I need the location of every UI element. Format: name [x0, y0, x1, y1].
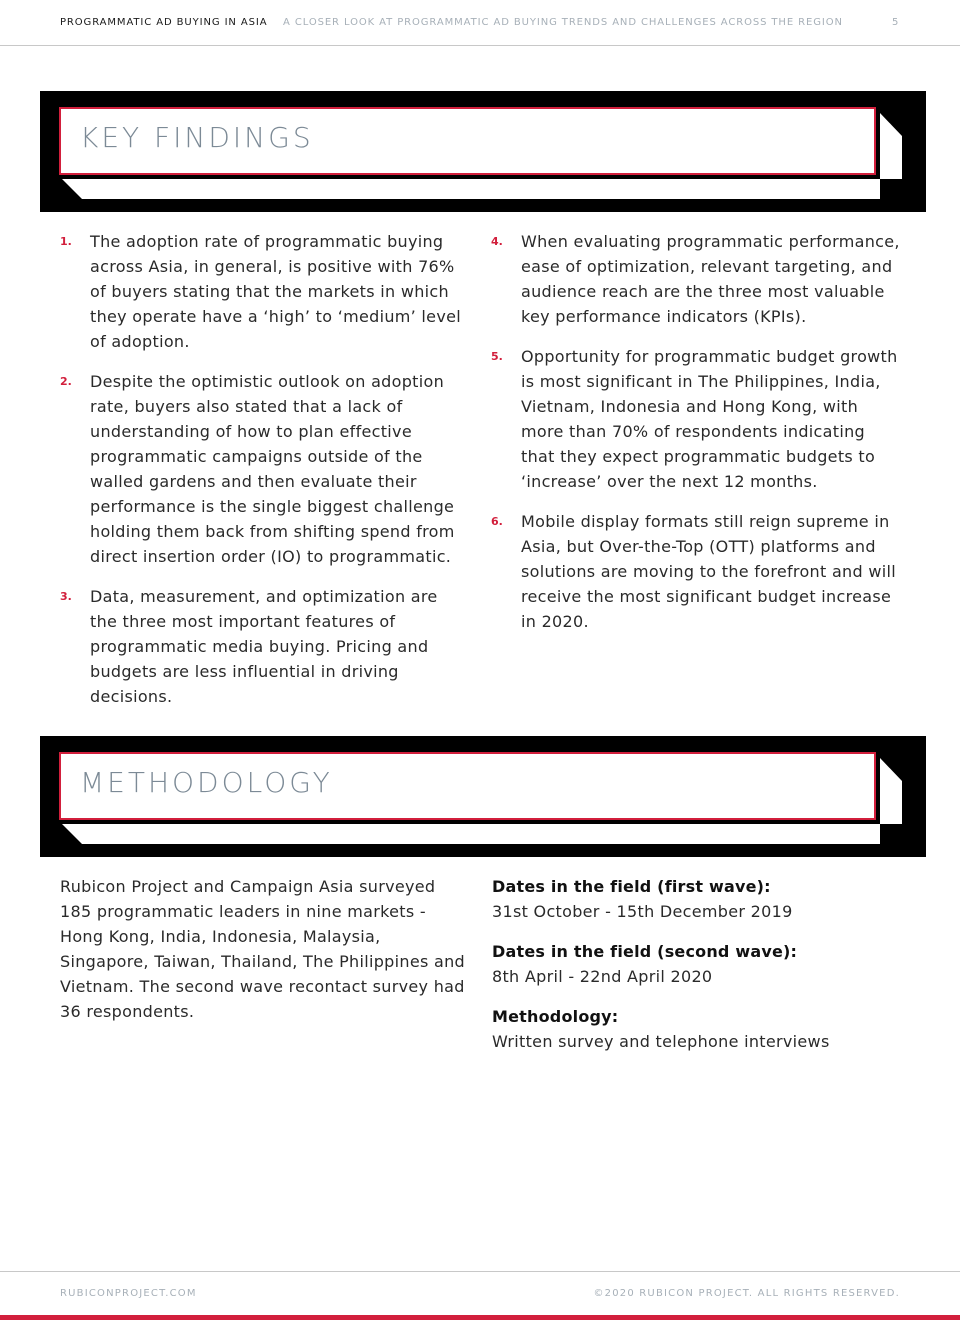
finding-text: Mobile display formats still reign supreme in Asia, but Over-the-Top (OTT) platforms and solutions are moving to the forefront and will receive the most significant budget increase in 2020.: [521, 512, 896, 631]
finding-text: Data, measurement, and optimization are the three most important features of programmatic media buying. Pricing and budgets are less influential in driving decisions.: [90, 587, 438, 706]
methodology-description: Rubicon Project and Campaign Asia surveyed 185 programmatic leaders in nine markets - Hong Kong, India, Indonesia, Malaysia, Singapore, Taiwan, Thailand, The Philippines and Vietnam. The second wave recontact survey had 36 respondents.: [60, 877, 465, 1021]
report-subtitle: A CLOSER LOOK AT PROGRAMMATIC AD BUYING TRENDS AND CHALLENGES ACROSS THE REGION: [283, 17, 843, 28]
methodology-details: [492, 874, 912, 1069]
methodology-banner: [40, 736, 926, 857]
detail-value: Written survey and telephone interviews: [492, 1032, 830, 1051]
footer-divider: [0, 1271, 960, 1272]
footer-website-link[interactable]: RUBICONPROJECT.COM: [60, 1288, 197, 1299]
detail-label: Methodology:: [492, 1007, 619, 1026]
finding-item: [491, 509, 901, 634]
finding-text: When evaluating programmatic performance, ease of optimization, relevant targeting, and audience reach are the three most valuable key performance indicators (KPIs).: [521, 232, 900, 326]
finding-text: Opportunity for programmatic budget growth is most significant in The Philippines, India, Vietnam, Indonesia and Hong Kong, with more than 70% of respondents indicating that they expect programmatic budgets to ‘increase’ over the next 12 months.: [521, 347, 898, 491]
finding-item: [60, 369, 470, 569]
footer-copyright: ©2020 RUBICON PROJECT. ALL RIGHTS RESERVED.: [593, 1288, 900, 1299]
page-number: 5: [892, 17, 899, 28]
finding-number: 1.: [60, 235, 72, 248]
detail-value: 31st October - 15th December 2019: [492, 902, 793, 921]
finding-text: The adoption rate of programmatic buying across Asia, in general, is positive with 76% of buyers stating that the markets in which they operate have a ‘high’ to ‘medium’ level of adoption.: [90, 232, 461, 351]
report-title: PROGRAMMATIC AD BUYING IN ASIA: [60, 17, 268, 28]
finding-item: [491, 229, 901, 329]
finding-number: 3.: [60, 590, 72, 603]
finding-item: [60, 584, 470, 709]
finding-item: [491, 344, 901, 494]
finding-text: Despite the optimistic outlook on adoption rate, buyers also stated that a lack of understanding of how to plan effective programmatic campaigns outside of the walled gardens and then evaluate their performance is the single biggest challenge holding them back from shifting spend from direct insertion order (IO) to programmatic.: [90, 372, 455, 566]
finding-item: [60, 229, 470, 354]
bottom-accent-bar: [0, 1315, 960, 1320]
findings-left-column: [60, 229, 470, 724]
key-findings-banner: [40, 91, 926, 212]
key-findings-heading: KEY FINDINGS: [80, 121, 314, 154]
detail-block: [492, 874, 912, 924]
page-header: [0, 0, 960, 46]
detail-value: 8th April - 22nd April 2020: [492, 967, 713, 986]
finding-number: 5.: [491, 350, 503, 363]
finding-number: 2.: [60, 375, 72, 388]
finding-number: 4.: [491, 235, 503, 248]
detail-label: Dates in the field (second wave):: [492, 942, 798, 961]
findings-right-column: [491, 229, 901, 649]
detail-block: [492, 939, 912, 989]
methodology-heading: METHODOLOGY: [80, 766, 333, 799]
finding-number: 6.: [491, 515, 503, 528]
detail-label: Dates in the field (first wave):: [492, 877, 771, 896]
detail-block: [492, 1004, 912, 1054]
